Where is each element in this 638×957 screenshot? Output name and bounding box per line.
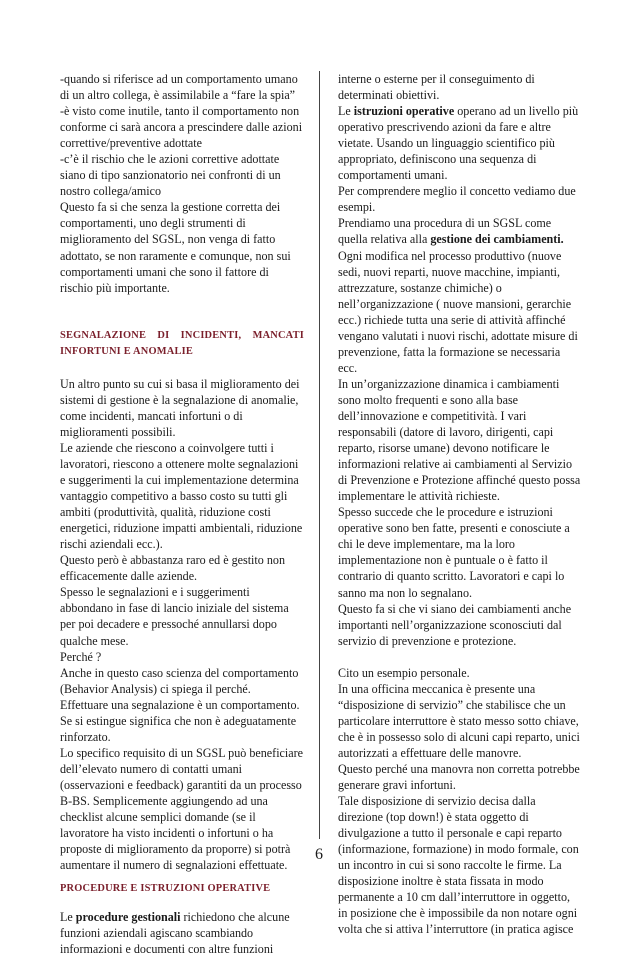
bold-term-istruzioni-operative: istruzioni operative — [353, 104, 455, 119]
text-span: quella relativa alla — [338, 232, 431, 247]
text-line: Tale disposizione di servizio decisa dalla — [338, 794, 536, 809]
text-span: richiedono che alcune — [180, 910, 290, 925]
text-line: nostro collega/amico — [60, 184, 162, 199]
text-line: rischio più importante. — [60, 280, 170, 295]
procedure-gestionali-line — [60, 909, 304, 925]
text-line: Le aziende che riescono a coinvolgere tutti i — [60, 440, 274, 455]
text-line: determinati obiettivi. — [338, 88, 440, 103]
left-column — [60, 71, 304, 957]
text-line: reparto, risorse umane) devono notificare le — [338, 441, 550, 456]
text-line: rinforzato. — [60, 729, 111, 744]
heading-segnalazione-line1: SEGNALAZIONE DI INCIDENTI, MANCATI — [60, 329, 304, 341]
text-line: implementare le attività richieste. — [338, 489, 500, 504]
text-line: attrezzature, sostanze chimiche) o — [338, 280, 502, 295]
text-line: implementazione non è puntuale o è fatto il — [338, 553, 548, 568]
text-line: B-BS. Semplicemente aggiungendo ad una — [60, 793, 268, 808]
text-span: Le — [338, 104, 354, 119]
text-line: nell’organizzazione ( nuove mansioni, gerarchie — [338, 296, 572, 311]
heading-procedure-text: PROCEDURE E ISTRUZIONI OPERATIVE — [60, 883, 271, 895]
text-line: funzioni aziendali agiscano scambiando — [60, 926, 254, 941]
text-line: e suggerimenti la cui implementazione determina — [60, 473, 299, 488]
text-line: vantaggio competitivo a basso costo su tutti gli — [60, 489, 288, 504]
text-line: rischi aziendali ecc.). — [60, 537, 163, 552]
text-line: esempi. — [338, 200, 376, 215]
page-number: 6 — [315, 846, 323, 863]
text-line: checklist alcune semplici domande (se il — [60, 810, 256, 825]
text-line: sono molto frequenti e sono alla base — [338, 392, 519, 407]
text-line: Questo fa si che vi siano dei cambiamenti anche — [338, 601, 572, 616]
text-line: autorizzati a effettuare delle manovre. — [338, 745, 522, 760]
gestione-cambiamenti-line — [338, 231, 583, 247]
text-line: vietate. Usando un linguaggio scientifico più — [338, 136, 555, 151]
text-line: operative sono ben fatte, presenti e conosciute a — [338, 521, 570, 536]
text-line: che è in possesso solo di alcuni capi reparto, unici — [338, 729, 580, 744]
text-line: particolare interruttore è stato messo sotto chiave, — [338, 713, 579, 728]
text-line: -è visto come inutile, tanto il comportamento non — [60, 104, 300, 119]
text-line: Spesso succede che le procedure e istruzioni — [338, 505, 553, 520]
text-line: chi le deve implementare, ma la loro — [338, 537, 515, 552]
text-line: informazioni relative ai cambiamenti al Servizio — [338, 457, 573, 472]
text-line: dell’elevato numero di contatti umani — [60, 761, 243, 776]
text-line: Effettuare una segnalazione è un comportamento. — [60, 697, 300, 712]
text-line: siano di tipo sanzionatorio nei confronti di un — [60, 168, 281, 183]
text-line: vengano valutati i nuovi rischi, adottate misure di — [338, 328, 578, 343]
right-paragraph-2 — [338, 119, 583, 231]
text-line: Spesso le segnalazioni e i suggerimenti — [60, 585, 250, 600]
text-line: (Behavior Analysis) ci spiega il perché. — [60, 681, 251, 696]
text-span: Le — [60, 910, 76, 925]
istruzioni-operative-line — [338, 103, 583, 119]
text-line: generare gravi infortuni. — [338, 778, 456, 793]
left-paragraph-2 — [60, 376, 304, 873]
text-line: un incontro in cui si sono raccolte le firme. La — [338, 858, 562, 873]
text-span: operano ad un livello più — [454, 104, 579, 119]
text-line: di un altro collega, è assimilabile a “fare la spia” — [60, 88, 296, 103]
text-line: Prendiamo una procedura di un SGSL come — [338, 216, 552, 231]
text-line: In una officina meccanica è presente una — [338, 681, 536, 696]
text-line: Anche in questo caso scienza del comportamento — [60, 665, 299, 680]
text-line: dell’innovazione e competitività. I vari — [338, 408, 527, 423]
text-line: Per comprendere meglio il concetto vediamo due — [338, 184, 576, 199]
text-line: miglioramenti possibili. — [60, 424, 176, 439]
text-line: ecc.) richiede tutta una serie di attività affinché — [338, 312, 566, 327]
text-line: sedi, nuovi reparti, nuove macchine, impianti, — [338, 264, 560, 279]
text-line: Lo specifico requisito di un SGSL può beneficiare — [60, 745, 304, 760]
text-line: comportamenti, uno degli strumenti di — [60, 216, 246, 231]
text-line: interne o esterne per il conseguimento di — [338, 72, 535, 86]
text-line: importanti nell’organizzazione sconosciuti dal — [338, 617, 562, 632]
text-line: Ogni modifica nel processo produttivo (nuove — [338, 248, 562, 263]
text-line: (informazione, formazione) in modo formale, con — [338, 842, 579, 857]
text-line: (osservazioni e feedback) garantiti da un processo — [60, 777, 302, 792]
text-line: di Prevenzione e Protezione affinché questo possa — [338, 473, 581, 488]
text-line: informazioni e documenti con altre funzioni — [60, 942, 274, 957]
text-line: disposizione inoltre è stata fissata in modo — [338, 874, 544, 889]
text-line: -c’è il rischio che le azioni correttive adottate — [60, 152, 280, 167]
bold-term-procedure-gestionali: procedure gestionali — [75, 910, 181, 925]
bold-term-gestione-cambiamenti: gestione dei cambiamenti. — [430, 232, 564, 247]
left-paragraph-3 — [60, 925, 304, 957]
heading-segnalazione-line2: INFORTUNI E ANOMALIE — [60, 345, 193, 357]
text-line: abbondano in fase di lancio iniziale del sistema — [60, 601, 289, 616]
text-line: qualche mese. — [60, 633, 129, 648]
text-line: lavoratore ha visto incidenti o infortuni o ha — [60, 826, 274, 841]
left-paragraph-1 — [60, 71, 304, 296]
right-paragraph-1 — [338, 71, 583, 103]
text-line: Questo perché una manovra non corretta potrebbe — [338, 761, 580, 776]
text-line: sistemi di gestione è la segnalazione di anomalie, — [60, 392, 299, 407]
text-line: servizio di prevenzione e protezione. — [338, 633, 517, 648]
text-line: in posizione che è impossibile da non notare ogni — [338, 906, 578, 921]
text-line: per poi decadere e pressoché annullarsi dopo — [60, 617, 277, 632]
text-line: operativo prescrivendo azioni da fare e altre — [338, 120, 551, 135]
right-paragraph-4 — [338, 665, 583, 938]
text-line: ambiti (produttività, qualità, riduzione costi — [60, 505, 271, 520]
text-line: divulgazione a tutto il personale e capi reparto — [338, 826, 562, 841]
text-line: efficacemente dalle aziende. — [60, 569, 198, 584]
text-line: ecc. — [338, 360, 358, 375]
text-line: Questo fa si che senza la gestione corretta dei — [60, 200, 281, 215]
heading-segnalazione-line2-wrap — [60, 344, 304, 360]
column-divider — [319, 71, 320, 839]
text-line: volta che si attiva l’interruttore (in pratica agisce — [338, 922, 574, 937]
text-line: comportamenti umani che sono il fattore di — [60, 264, 269, 279]
text-line: Se si estingue significa che non è adeguatamente — [60, 713, 297, 728]
text-line: energetici, riduzione impatti ambientali, riduzione — [60, 521, 303, 536]
heading-segnalazione — [60, 328, 304, 344]
right-column — [338, 71, 583, 937]
text-line: proposte di miglioramento da proporre) si potrà — [60, 842, 291, 857]
text-line: -quando si riferisce ad un comportamento umano — [60, 72, 298, 86]
text-line: correttive/preventive adottate — [60, 136, 203, 151]
text-line: sanno ma non lo segnalano. — [338, 585, 473, 600]
text-line: permanente a 10 cm dall’interruttore in oggetto, — [338, 890, 571, 905]
text-line: Cito un esempio personale. — [338, 665, 470, 680]
text-line: direzione (top down!) è stata oggetto di — [338, 810, 529, 825]
text-line: prevenzione, fatta la formazione se necessaria — [338, 344, 561, 359]
text-line: aumentare il numero di segnalazioni effettuate. — [60, 858, 288, 873]
text-line: Perché ? — [60, 649, 102, 664]
text-line: responsabili (datore di lavoro, dirigenti, capi — [338, 425, 554, 440]
text-line: Un altro punto su cui si basa il miglioramento dei — [60, 376, 300, 391]
text-line: comportamenti umani. — [338, 168, 448, 183]
text-line: lavoratori, riescono a ottenere molte segnalazioni — [60, 456, 299, 471]
text-line: appropriato, definiscono una sequenza di — [338, 152, 537, 167]
text-line: come incidenti, mancati infortuni o di — [60, 408, 243, 423]
text-line: “disposizione di servizio” che stabilisce che un — [338, 697, 566, 712]
text-line: conforme ci sarà ancora a prescindere dalle azioni — [60, 120, 303, 135]
text-line: Questo però è abbastanza raro ed è gestito non — [60, 553, 285, 568]
text-line: contrario di quanto scritto. Lavoratori e capi lo — [338, 569, 565, 584]
text-line: adottato, se non raramente e comunque, non sui — [60, 248, 291, 263]
right-paragraph-3 — [338, 248, 583, 649]
heading-procedure — [60, 881, 304, 897]
text-line: In un’organizzazione dinamica i cambiamenti — [338, 376, 560, 391]
text-line: miglioramento del SGSL, non venga di fatto — [60, 232, 276, 247]
